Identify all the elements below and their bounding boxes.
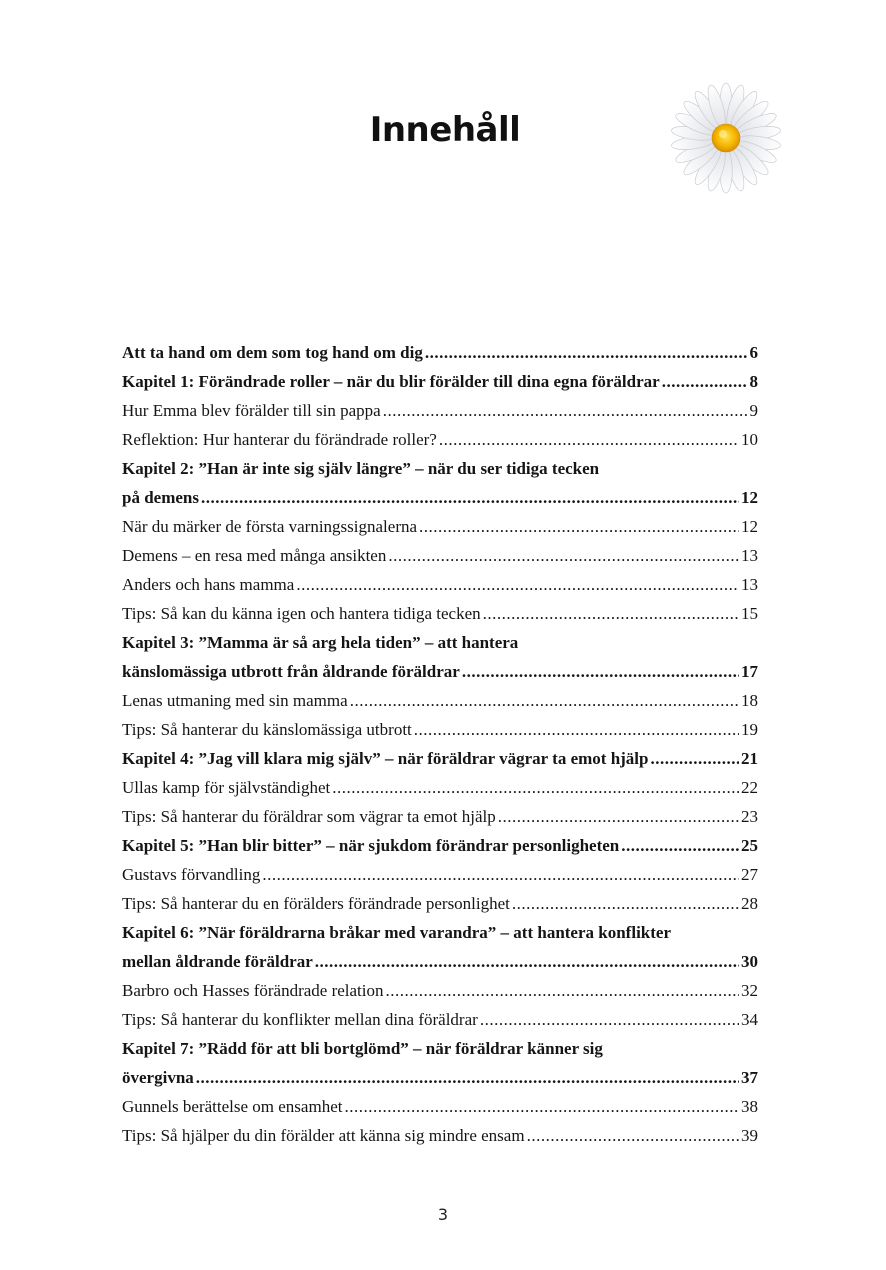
toc-entry[interactable] <box>122 831 758 860</box>
toc-page-number: 8 <box>749 372 758 391</box>
toc-page-number: 6 <box>749 343 758 362</box>
dot-leader <box>350 686 739 715</box>
dot-leader <box>498 802 739 831</box>
toc-page-number: 28 <box>741 894 758 913</box>
toc-entry-line <box>122 831 758 860</box>
dot-leader <box>621 831 739 860</box>
toc-entry-line <box>122 715 758 744</box>
toc-entry-line <box>122 657 758 686</box>
dot-leader <box>512 889 739 918</box>
toc-entry-line <box>122 918 758 947</box>
toc-entry-title: Gustavs förvandling <box>122 865 261 884</box>
toc-entry[interactable] <box>122 889 758 918</box>
toc-page-number: 13 <box>741 575 758 594</box>
toc-entry[interactable] <box>122 1005 758 1034</box>
toc-entry[interactable] <box>122 599 758 628</box>
toc-entry-title: övergivna <box>122 1068 194 1087</box>
table-of-contents <box>122 338 758 1150</box>
toc-entry[interactable] <box>122 454 758 512</box>
daisy-flower-icon <box>664 78 788 196</box>
toc-entry-line <box>122 1063 758 1092</box>
dot-leader <box>383 396 748 425</box>
toc-entry-line <box>122 889 758 918</box>
dot-leader <box>483 599 739 628</box>
dot-leader <box>425 338 748 367</box>
toc-page-number: 10 <box>741 430 758 449</box>
toc-entry-title: Kapitel 1: Förändrade roller – när du blir förälder till dina egna föräldrar <box>122 372 660 391</box>
toc-entry-line <box>122 396 758 425</box>
toc-entry-line <box>122 367 758 396</box>
toc-entry-title: Anders och hans mamma <box>122 575 295 594</box>
toc-entry[interactable] <box>122 1092 758 1121</box>
dot-leader <box>262 860 739 889</box>
toc-entry-title: Tips: Så hanterar du konflikter mellan dina föräldrar <box>122 1010 478 1029</box>
toc-entry[interactable] <box>122 860 758 889</box>
toc-entry-line <box>122 512 758 541</box>
toc-entry-line <box>122 483 758 512</box>
toc-entry[interactable] <box>122 1121 758 1150</box>
toc-entry[interactable] <box>122 338 758 367</box>
toc-page-number: 30 <box>741 952 758 971</box>
dot-leader <box>388 541 739 570</box>
dot-leader <box>439 425 739 454</box>
toc-entry-title: Tips: Så hanterar du föräldrar som vägrar ta emot hjälp <box>122 807 496 826</box>
toc-entry-line <box>122 541 758 570</box>
toc-page-number: 32 <box>741 981 758 1000</box>
toc-page-number: 17 <box>741 662 758 681</box>
toc-page-number: 12 <box>741 517 758 536</box>
toc-page-number: 34 <box>741 1010 758 1029</box>
dot-leader <box>332 773 739 802</box>
toc-page-number: 21 <box>741 749 758 768</box>
toc-entry-line <box>122 976 758 1005</box>
toc-page-number: 13 <box>741 546 758 565</box>
toc-entry-line <box>122 860 758 889</box>
toc-page-number: 23 <box>741 807 758 826</box>
toc-entry-title: Kapitel 6: ”När föräldrarna bråkar med varandra” – att hantera konflikter <box>122 923 671 942</box>
toc-entry-line <box>122 454 758 483</box>
toc-entry[interactable] <box>122 773 758 802</box>
toc-entry[interactable] <box>122 918 758 976</box>
toc-entry-title: Hur Emma blev förälder till sin pappa <box>122 401 381 420</box>
toc-entry[interactable] <box>122 628 758 686</box>
toc-entry[interactable] <box>122 396 758 425</box>
toc-entry-title: Gunnels berättelse om ensamhet <box>122 1097 343 1116</box>
toc-entry-line <box>122 802 758 831</box>
toc-entry-line <box>122 947 758 976</box>
toc-entry-line <box>122 1121 758 1150</box>
toc-entry-title: känslomässiga utbrott från åldrande föräldrar <box>122 662 460 681</box>
toc-entry[interactable] <box>122 570 758 599</box>
toc-entry-title: Att ta hand om dem som tog hand om dig <box>122 343 423 362</box>
toc-entry[interactable] <box>122 802 758 831</box>
toc-entry-title: Tips: Så hjälper du din förälder att känna sig mindre ensam <box>122 1126 525 1145</box>
toc-entry[interactable] <box>122 512 758 541</box>
dot-leader <box>462 657 739 686</box>
toc-entry-line <box>122 744 758 773</box>
toc-page-number: 27 <box>741 865 758 884</box>
toc-entry-title: Reflektion: Hur hanterar du förändrade roller? <box>122 430 437 449</box>
toc-entry[interactable] <box>122 686 758 715</box>
toc-entry-title: Kapitel 4: ”Jag vill klara mig själv” – när föräldrar vägrar ta emot hjälp <box>122 749 649 768</box>
toc-entry[interactable] <box>122 541 758 570</box>
dot-leader <box>651 744 740 773</box>
toc-entry-line <box>122 686 758 715</box>
toc-entry-line <box>122 773 758 802</box>
toc-page-number: 37 <box>741 1068 758 1087</box>
page-number: 3 <box>437 1205 449 1224</box>
toc-entry-title: Kapitel 3: ”Mamma är så arg hela tiden” – att hantera <box>122 633 519 652</box>
toc-page-number: 22 <box>741 778 758 797</box>
toc-entry-title: på demens <box>122 488 199 507</box>
dot-leader <box>386 976 739 1005</box>
toc-entry[interactable] <box>122 367 758 396</box>
toc-page-number: 12 <box>741 488 758 507</box>
toc-entry[interactable] <box>122 976 758 1005</box>
toc-entry[interactable] <box>122 715 758 744</box>
toc-entry-title: Tips: Så kan du känna igen och hantera tidiga tecken <box>122 604 481 623</box>
dot-leader <box>315 947 739 976</box>
toc-entry-line <box>122 1034 758 1063</box>
dot-leader <box>344 1092 739 1121</box>
dot-leader <box>662 367 748 396</box>
toc-entry-title: Kapitel 5: ”Han blir bitter” – när sjukdom förändrar personligheten <box>122 836 620 855</box>
toc-entry-title: Kapitel 7: ”Rädd för att bli bortglömd” – när föräldrar känner sig <box>122 1039 603 1058</box>
toc-page-number: 38 <box>741 1097 758 1116</box>
dot-leader <box>296 570 739 599</box>
toc-entry-line <box>122 1092 758 1121</box>
toc-entry[interactable] <box>122 425 758 454</box>
toc-entry[interactable] <box>122 1034 758 1092</box>
toc-page-number: 25 <box>741 836 758 855</box>
toc-entry-title: Kapitel 2: ”Han är inte sig själv längre” – när du ser tidiga tecken <box>122 459 600 478</box>
toc-entry-title: mellan åldrande föräldrar <box>122 952 313 971</box>
dot-leader <box>196 1063 739 1092</box>
dot-leader <box>201 483 739 512</box>
toc-entry[interactable] <box>122 744 758 773</box>
toc-entry-line <box>122 570 758 599</box>
toc-entry-title: Tips: Så hanterar du en förälders förändrade personlighet <box>122 894 510 913</box>
toc-entry-title: Tips: Så hanterar du känslomässiga utbrott <box>122 720 412 739</box>
toc-entry-line <box>122 1005 758 1034</box>
toc-page-number: 15 <box>741 604 758 623</box>
toc-entry-line <box>122 338 758 367</box>
toc-entry-title: När du märker de första varningssignalerna <box>122 517 418 536</box>
toc-entry-line <box>122 599 758 628</box>
toc-page-number: 9 <box>749 401 758 420</box>
dot-leader <box>480 1005 739 1034</box>
toc-page-number: 18 <box>741 691 758 710</box>
page-title: Innehåll <box>369 110 521 150</box>
toc-entry-line <box>122 628 758 657</box>
toc-entry-title: Demens – en resa med många ansikten <box>122 546 387 565</box>
toc-entry-title: Barbro och Hasses förändrade relation <box>122 981 384 1000</box>
toc-entry-title: Ullas kamp för självständighet <box>122 778 331 797</box>
dot-leader <box>527 1121 739 1150</box>
toc-entry-line <box>122 425 758 454</box>
dot-leader <box>419 512 739 541</box>
dot-leader <box>414 715 739 744</box>
toc-page-number: 19 <box>741 720 758 739</box>
toc-entry-title: Lenas utmaning med sin mamma <box>122 691 348 710</box>
toc-page-number: 39 <box>741 1126 758 1145</box>
